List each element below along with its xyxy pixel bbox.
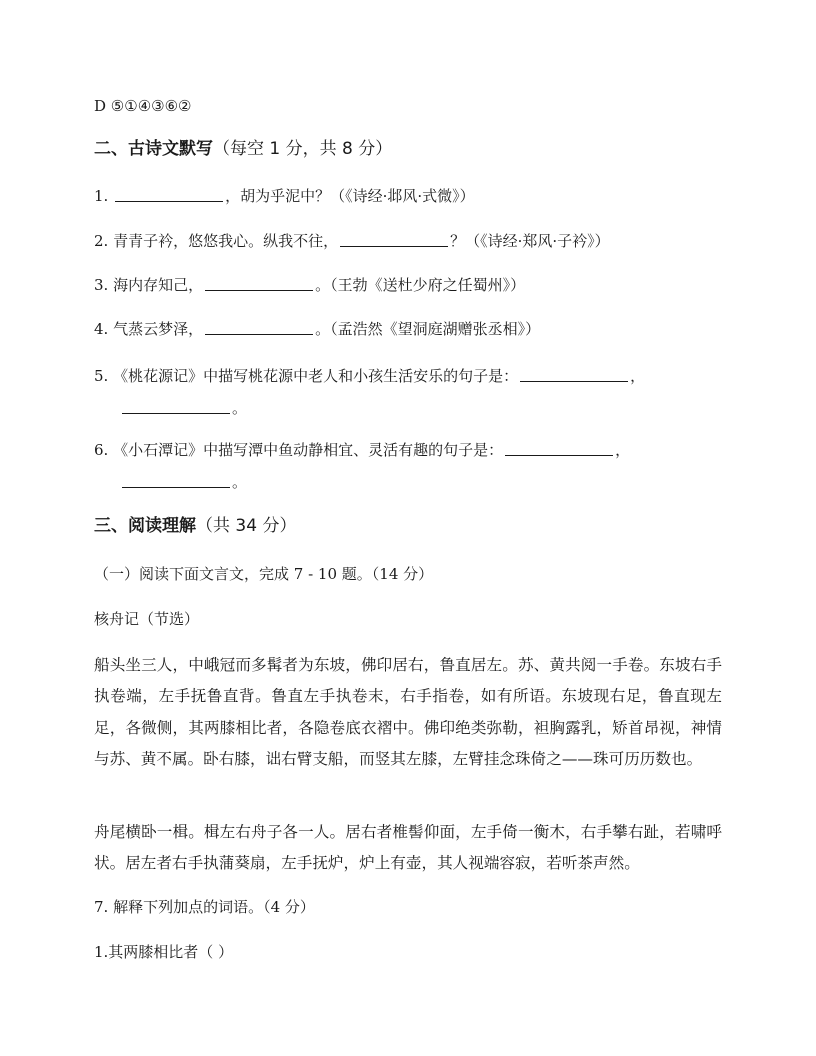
poem-question-6 <box>94 440 726 460</box>
fill-blank[interactable] <box>205 320 313 335</box>
section-score: （每空 1 分，共 8 分） <box>213 139 393 159</box>
passage-paragraph-2: 舟尾横卧一楫。楫左右舟子各一人。居右者椎髻仰面，左手倚一衡木，右手攀右趾，若啸呼状。居左者右手执蒲葵扇，左手抚炉，炉上有壶，其人视端容寂，若听茶声然。 <box>94 823 722 873</box>
part-intro: （一）阅读下面文言文，完成 7 - 10 题。（14 分） <box>94 565 434 583</box>
question-number: 4. <box>94 320 109 338</box>
question-source: 。（王勃《送杜少府之任蜀州》） <box>315 276 526 294</box>
poem-question-4 <box>94 319 726 339</box>
question-number: 2. <box>94 232 109 250</box>
section-score: （共 34 分） <box>196 516 297 536</box>
punctuation: ， <box>615 441 631 459</box>
question-7-item-1: 1.其两膝相比者（ ） <box>94 943 234 961</box>
punctuation: ， <box>630 367 646 385</box>
section-title: 三、阅读理解 <box>94 516 196 536</box>
question-text: 《小石潭记》中描写潭中鱼动静相宜、灵活有趣的句子是： <box>113 441 504 459</box>
question-source: ？（《诗经·郑风·子衿》） <box>450 232 610 250</box>
section-title: 二、古诗文默写 <box>94 139 213 159</box>
question-text: 《桃花源记》中描写桃花源中老人和小孩生活安乐的句子是： <box>113 367 519 385</box>
fill-blank[interactable] <box>505 441 613 456</box>
punctuation: 。 <box>232 399 248 417</box>
question-text: ，胡为乎泥中？（《诗经·邶风·式微》） <box>225 187 475 205</box>
fill-blank[interactable] <box>520 367 628 382</box>
section-heading-reading <box>94 516 726 536</box>
fill-blank[interactable] <box>340 232 448 247</box>
question-number: 1. <box>94 187 109 205</box>
poem-question-1 <box>94 186 726 206</box>
poem-question-6-cont <box>122 472 726 492</box>
question-number: 6. <box>94 441 109 459</box>
fill-blank[interactable] <box>122 473 230 488</box>
question-text: 海内存知己， <box>113 276 204 294</box>
section-heading-poetry <box>94 139 726 159</box>
passage-title: 核舟记（节选） <box>94 610 200 628</box>
fill-blank[interactable] <box>205 276 313 291</box>
fill-blank[interactable] <box>115 187 223 202</box>
poem-question-5 <box>94 366 726 386</box>
question-source: 。（孟浩然《望洞庭湖赠张丞相》） <box>315 320 541 338</box>
punctuation: 。 <box>232 473 248 491</box>
poem-question-2 <box>94 231 726 251</box>
poem-question-5-cont <box>122 398 726 418</box>
option-d: D ⑤①④③⑥② <box>94 97 192 115</box>
question-text: 气蒸云梦泽， <box>113 320 204 338</box>
question-text: 青青子衿，悠悠我心。纵我不往， <box>113 232 339 250</box>
question-7: 7. 解释下列加点的词语。（4 分） <box>94 898 315 916</box>
question-number: 3. <box>94 276 109 294</box>
question-number: 5. <box>94 367 109 385</box>
fill-blank[interactable] <box>122 399 230 414</box>
poem-question-3 <box>94 275 726 295</box>
passage-paragraph-1: 船头坐三人，中峨冠而多髯者为东坡，佛印居右，鲁直居左。苏、黄共阅一手卷。东坡右手执卷端，左手抚鲁直背。鲁直左手执卷末，右手指卷，如有所语。东坡现右足，鲁直现左足，各微侧，其两膝相比者，各隐卷底衣褶中。佛印绝类弥勒，袒胸露乳，矫首昂视，神情与苏、黄不属。卧右膝，诎右臂支船，而竖其左膝，左臂挂念珠倚之——珠可历历数也。 <box>94 656 722 768</box>
